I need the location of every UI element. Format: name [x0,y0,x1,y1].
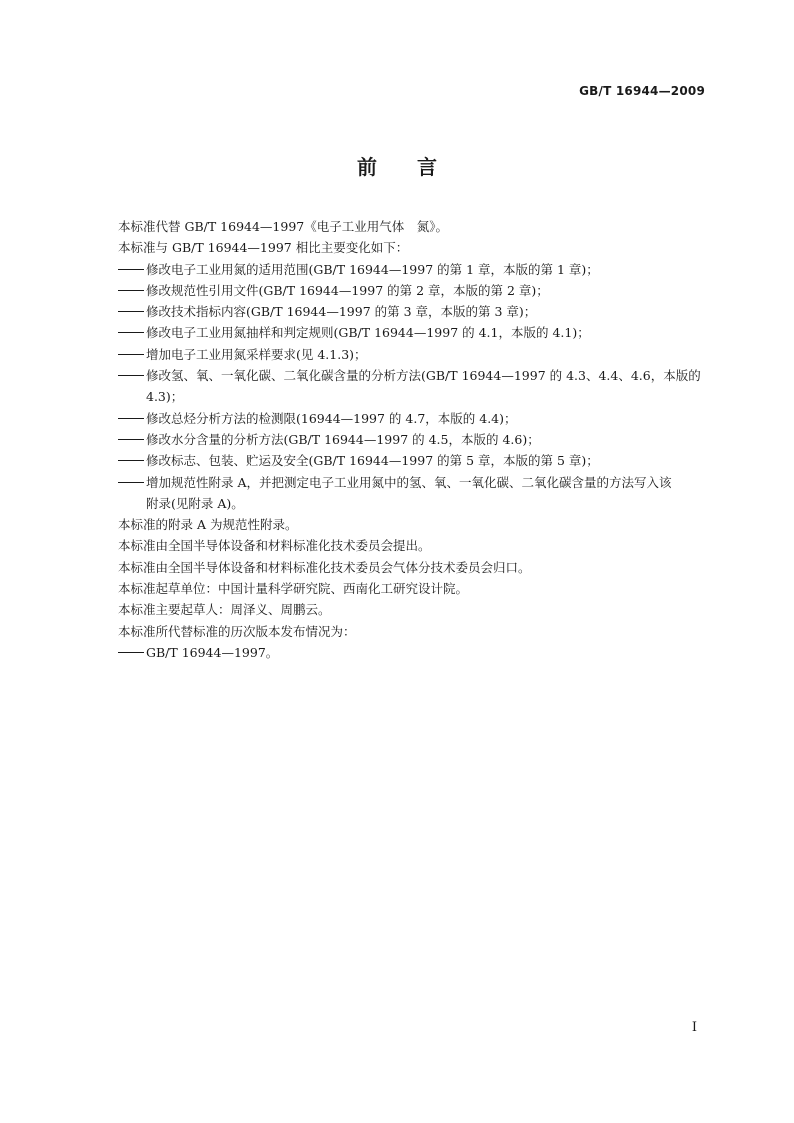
page-number: I [691,1020,697,1035]
change-item-text: 修改氢、氧、一氧化碳、二氧化碳含量的分析方法(GB/T 16944—1997 的 4.3、4.4、4.6，本版的 [146,368,701,384]
change-item-continuation: 附录(见附录 A)。 [146,495,244,511]
change-item-text: 增加电子工业用氮采样要求(见 4.1.3)； [146,346,367,362]
change-item-text: 修改规范性引用文件(GB/T 16944—1997 的第 2 章，本版的第 2 章)； [146,282,549,298]
changes-list [118,259,708,515]
foreword-body [118,216,708,663]
paragraph-proposed-by: 本标准由全国半导体设备和材料标准化技术委员会提出。 [118,538,431,554]
change-item-text: 修改电子工业用氮的适用范围(GB/T 16944—1997 的第 1 章，本版的第 1 章)； [146,261,599,277]
change-item-text: 增加规范性附录 A，并把测定电子工业用氮中的氢、氧、一氧化碳、二氧化碳含量的方法写入该 [146,474,672,490]
dash-marker [118,418,144,419]
change-item [118,344,708,365]
change-item-text: 修改技术指标内容(GB/T 16944—1997 的第 3 章，本版的第 3 章)； [146,304,537,320]
change-item-text: 修改总烃分析方法的检测限(16944—1997 的 4.7，本版的 4.4)； [146,410,517,426]
change-item [118,408,708,429]
paragraph-replaces: 本标准代替 GB/T 16944—1997《电子工业用气体 氮》。 [118,219,448,234]
change-item [118,365,708,408]
change-item-text: 修改电子工业用氮抽样和判定规则(GB/T 16944—1997 的 4.1，本版的 4.1)； [146,325,590,341]
dash-marker [118,439,144,440]
standard-number: GB/T 16944—2009 [579,84,705,98]
dash-marker [118,482,144,483]
paragraph-changes-intro: 本标准与 GB/T 16944—1997 相比主要变化如下： [118,240,409,256]
history-item-text: GB/T 16944—1997。 [146,644,279,660]
dash-marker [118,460,144,461]
change-item-text: 修改水分含量的分析方法(GB/T 16944—1997 的 4.5，本版的 4.6)； [146,431,540,447]
change-item [118,280,708,301]
change-item [118,450,708,471]
dash-marker [118,311,144,312]
dash-marker [118,269,144,270]
history-item [118,642,708,663]
change-item-text: 修改标志、包装、贮运及安全(GB/T 16944—1997 的第 5 章，本版的第 5 章)； [146,453,599,469]
change-item [118,301,708,322]
change-item [118,322,708,343]
paragraph-annex: 本标准的附录 A 为规范性附录。 [118,517,298,533]
dash-marker [118,290,144,291]
dash-marker [118,652,144,653]
change-item [118,259,708,280]
paragraph-drafting-units: 本标准起草单位：中国计量科学研究院、西南化工研究设计院。 [118,581,469,597]
dash-marker [118,332,144,333]
page-title: 前 言 [357,155,437,179]
dash-marker [118,375,144,376]
change-item [118,472,708,515]
paragraph-administered-by: 本标准由全国半导体设备和材料标准化技术委员会气体分技术委员会归口。 [118,559,531,575]
change-item [118,429,708,450]
paragraph-drafters: 本标准主要起草人：周泽义、周鹏云。 [118,602,331,618]
change-item-continuation: 4.3)； [146,389,184,405]
paragraph-history-intro: 本标准所代替标准的历次版本发布情况为： [118,623,356,639]
dash-marker [118,354,144,355]
